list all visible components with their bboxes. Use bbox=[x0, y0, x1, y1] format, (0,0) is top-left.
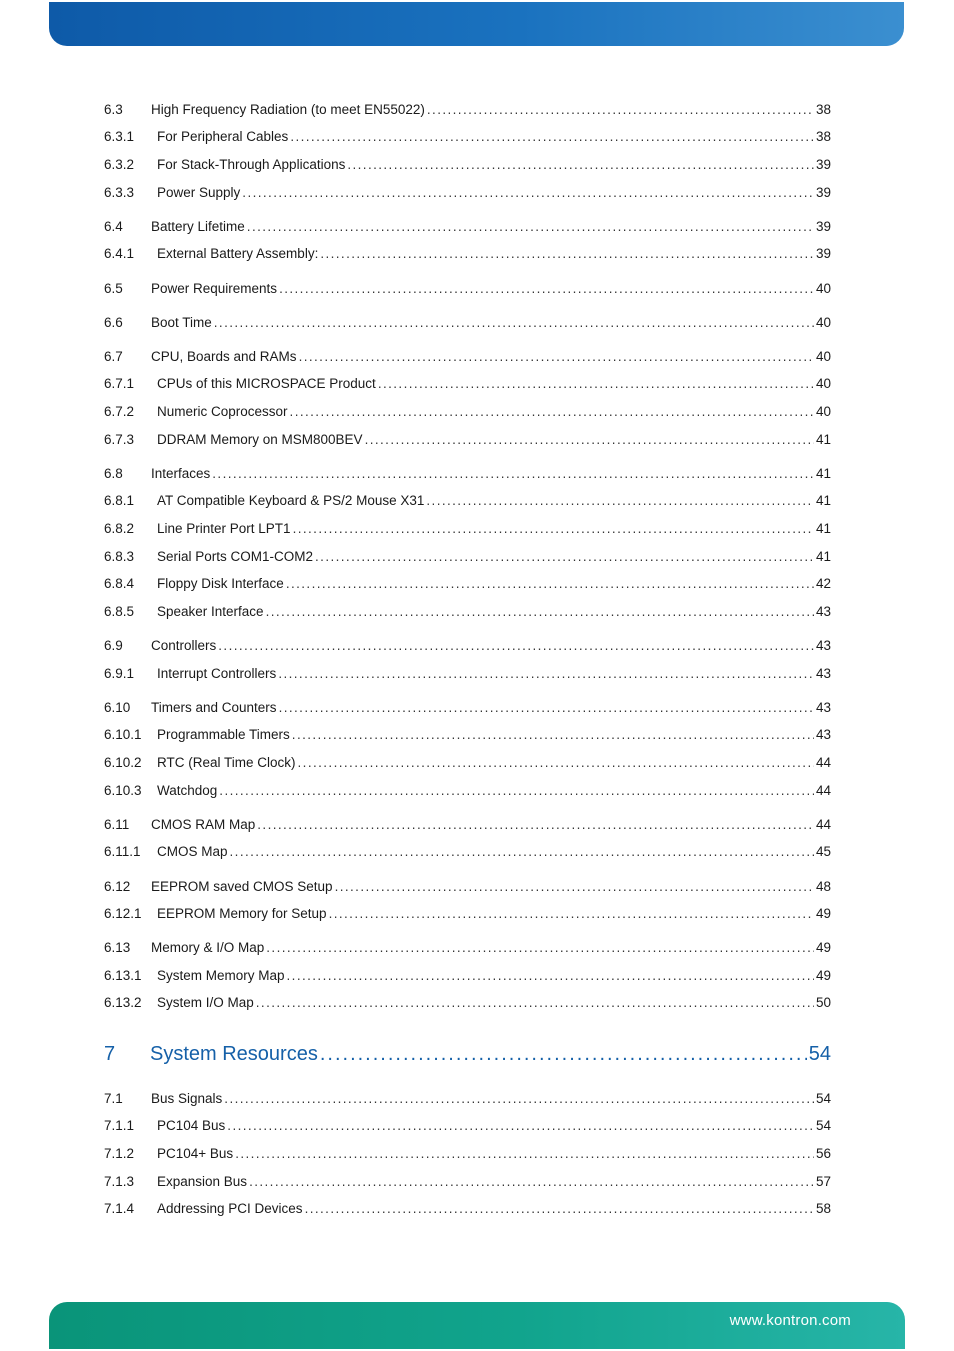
toc-entry-page: 49 bbox=[815, 906, 831, 921]
toc-dot-leader bbox=[427, 101, 814, 119]
toc-entry-page: 41 bbox=[815, 466, 831, 481]
toc-entry-page: 57 bbox=[815, 1174, 831, 1189]
toc-entry[interactable] bbox=[104, 373, 831, 393]
toc-dot-leader bbox=[299, 348, 814, 366]
toc-entry-page: 40 bbox=[815, 281, 831, 296]
toc-dot-leader bbox=[293, 520, 814, 538]
toc-entry-title: Numeric Coprocessor bbox=[157, 404, 288, 419]
toc-entry-page: 48 bbox=[815, 879, 831, 894]
toc-entry-title: Timers and Counters bbox=[151, 700, 277, 715]
toc-dot-leader bbox=[315, 548, 814, 566]
toc-entry-title: Serial Ports COM1-COM2 bbox=[157, 549, 314, 564]
toc-entry[interactable] bbox=[104, 780, 831, 800]
toc-entry-title: Line Printer Port LPT1 bbox=[157, 521, 291, 536]
toc-entry-number: 6.13.2 bbox=[104, 995, 142, 1010]
toc-dot-leader bbox=[224, 1090, 814, 1108]
toc-entry-title: Interfaces bbox=[151, 466, 211, 481]
toc-entry-number: 7.1.2 bbox=[104, 1146, 135, 1161]
toc-entry-title: Floppy Disk Interface bbox=[157, 576, 284, 591]
toc-entry-title: System I/O Map bbox=[157, 995, 254, 1010]
toc-entry-title: External Battery Assembly: bbox=[157, 246, 319, 261]
toc-dot-leader bbox=[219, 782, 814, 800]
toc-entry-page: 43 bbox=[815, 638, 831, 653]
toc-entry-number: 6.3 bbox=[104, 102, 123, 117]
toc-entry-page: 49 bbox=[815, 968, 831, 983]
toc-entry[interactable] bbox=[104, 312, 831, 332]
toc-entry[interactable] bbox=[104, 278, 831, 298]
toc-dot-leader bbox=[290, 403, 814, 421]
toc-entry-title: Power Requirements bbox=[151, 281, 278, 296]
toc-dot-leader bbox=[298, 754, 814, 772]
footer-bar bbox=[49, 1302, 905, 1349]
toc-entry[interactable] bbox=[104, 490, 831, 510]
toc-entry[interactable] bbox=[104, 126, 831, 146]
toc-entry-title: Addressing PCI Devices bbox=[157, 1201, 303, 1216]
toc-entry[interactable] bbox=[104, 1198, 831, 1218]
toc-dot-leader bbox=[365, 431, 814, 449]
toc-entry-title: RTC (Real Time Clock) bbox=[157, 755, 296, 770]
toc-entry[interactable] bbox=[104, 1115, 831, 1135]
toc-entry-title: Power Supply bbox=[157, 185, 241, 200]
toc-entry-title: CPU, Boards and RAMs bbox=[151, 349, 297, 364]
toc-entry[interactable] bbox=[104, 182, 831, 202]
toc-entry-title: PC104 Bus bbox=[157, 1118, 226, 1133]
toc-entry[interactable] bbox=[104, 663, 831, 683]
toc-entry-title: Programmable Timers bbox=[157, 727, 290, 742]
toc-entry-page: 50 bbox=[815, 995, 831, 1010]
toc-entry-page: 40 bbox=[815, 376, 831, 391]
toc-entry[interactable] bbox=[104, 429, 831, 449]
toc-entry-number: 6.13.1 bbox=[104, 968, 142, 983]
toc-dot-leader bbox=[278, 665, 814, 683]
toc-entry-title: Expansion Bus bbox=[157, 1174, 248, 1189]
toc-entry-number: 6.8.3 bbox=[104, 549, 135, 564]
toc-entry-number: 6.8.2 bbox=[104, 521, 135, 536]
toc-entry-number: 6.12.1 bbox=[104, 906, 142, 921]
toc-dot-leader bbox=[230, 843, 814, 861]
toc-entry[interactable] bbox=[104, 937, 831, 957]
toc-entry-number: 6.7.3 bbox=[104, 432, 135, 447]
toc-dot-leader bbox=[266, 603, 814, 621]
toc-dot-leader bbox=[292, 726, 814, 744]
toc-entry[interactable] bbox=[104, 724, 831, 744]
toc-entry-title: CMOS RAM Map bbox=[151, 817, 256, 832]
toc-dot-leader bbox=[227, 1117, 814, 1135]
toc-dot-leader bbox=[279, 699, 814, 717]
toc-entry-number: 6.11 bbox=[104, 817, 130, 832]
toc-entry-number: 6.13 bbox=[104, 940, 131, 955]
toc-entry-number: 7.1 bbox=[104, 1091, 123, 1106]
toc-entry-page: 45 bbox=[815, 844, 831, 859]
toc-entry-page: 43 bbox=[815, 604, 831, 619]
toc-entry-page: 44 bbox=[815, 755, 831, 770]
toc-entry-page: 39 bbox=[815, 157, 831, 172]
toc-entry-number: 7 bbox=[104, 1043, 116, 1065]
toc-entry-number: 6.8.1 bbox=[104, 493, 135, 508]
toc-entry[interactable] bbox=[104, 463, 831, 483]
toc-entry-title: EEPROM saved CMOS Setup bbox=[151, 879, 333, 894]
toc-entry-page: 41 bbox=[815, 493, 831, 508]
toc-dot-leader bbox=[218, 637, 814, 655]
toc-dot-leader bbox=[426, 492, 814, 510]
toc-entry-number: 6.7.1 bbox=[104, 376, 135, 391]
toc-dot-leader bbox=[378, 375, 814, 393]
toc-entry-page: 39 bbox=[815, 185, 831, 200]
toc-entry-number: 6.9 bbox=[104, 638, 123, 653]
toc-entry[interactable] bbox=[104, 216, 831, 236]
toc-entry[interactable] bbox=[104, 601, 831, 621]
toc-entry[interactable] bbox=[104, 573, 831, 593]
toc-entry-title: Speaker Interface bbox=[157, 604, 264, 619]
toc-entry-title: Boot Time bbox=[151, 315, 212, 330]
toc-entry-page: 38 bbox=[815, 129, 831, 144]
toc-entry-page: 42 bbox=[815, 576, 831, 591]
toc-entry-title: System Resources bbox=[150, 1043, 318, 1065]
toc-entry-title: Controllers bbox=[151, 638, 217, 653]
toc-entry-number: 6.8.5 bbox=[104, 604, 135, 619]
toc-entry-number: 6.4 bbox=[104, 219, 123, 234]
toc-entry-page: 44 bbox=[815, 817, 831, 832]
toc-dot-leader bbox=[266, 939, 814, 957]
toc-entry-page: 43 bbox=[815, 700, 831, 715]
toc-entry-title: Interrupt Controllers bbox=[157, 666, 277, 681]
toc-entry-number: 6.3.1 bbox=[104, 129, 135, 144]
toc-entry-title: For Stack-Through Applications bbox=[157, 157, 346, 172]
toc-dot-leader bbox=[247, 218, 814, 236]
toc-entry-number: 6.6 bbox=[104, 315, 123, 330]
toc-entry[interactable] bbox=[104, 752, 831, 772]
toc-entry-title: Memory & I/O Map bbox=[151, 940, 265, 955]
toc-entry[interactable] bbox=[104, 841, 831, 861]
toc-entry-page: 43 bbox=[815, 666, 831, 681]
toc-dot-leader bbox=[320, 1041, 807, 1067]
toc-dot-leader bbox=[305, 1200, 814, 1218]
toc-entry-page: 40 bbox=[815, 349, 831, 364]
toc-entry[interactable] bbox=[104, 518, 831, 538]
toc-entry[interactable] bbox=[104, 697, 831, 717]
toc-entry-number: 6.10 bbox=[104, 700, 131, 715]
toc-entry-number: 6.11.1 bbox=[104, 844, 141, 859]
toc-entry-page: 40 bbox=[815, 404, 831, 419]
toc-dot-leader bbox=[287, 967, 814, 985]
toc-dot-leader bbox=[249, 1173, 814, 1191]
toc-entry-number: 6.3.2 bbox=[104, 157, 135, 172]
toc-entry[interactable] bbox=[104, 99, 831, 119]
toc-entry-number: 7.1.1 bbox=[104, 1118, 135, 1133]
toc-entry-page: 54 bbox=[808, 1043, 831, 1065]
toc-entry[interactable] bbox=[104, 876, 831, 896]
toc-entry-page: 43 bbox=[815, 727, 831, 742]
toc-dot-leader bbox=[329, 905, 814, 923]
toc-entry-page: 41 bbox=[815, 521, 831, 536]
toc-entry-page: 49 bbox=[815, 940, 831, 955]
toc-dot-leader bbox=[257, 816, 814, 834]
toc-entry-page: 41 bbox=[815, 549, 831, 564]
toc-entry-title: PC104+ Bus bbox=[157, 1146, 234, 1161]
toc-entry[interactable] bbox=[104, 346, 831, 366]
toc-entry-title: AT Compatible Keyboard & PS/2 Mouse X31 bbox=[157, 493, 425, 508]
toc-entry[interactable] bbox=[104, 635, 831, 655]
toc-entry-number: 6.8 bbox=[104, 466, 123, 481]
toc-entry-page: 54 bbox=[815, 1118, 831, 1133]
toc-entry[interactable] bbox=[104, 546, 831, 566]
toc-entry[interactable] bbox=[104, 154, 831, 174]
toc-dot-leader bbox=[256, 994, 814, 1012]
toc-entry-title: CPUs of this MICROSPACE Product bbox=[157, 376, 376, 391]
toc-entry-title: Bus Signals bbox=[151, 1091, 223, 1106]
toc-entry-page: 38 bbox=[815, 102, 831, 117]
toc-entry-number: 7.1.4 bbox=[104, 1201, 135, 1216]
toc-entry-page: 44 bbox=[815, 783, 831, 798]
toc-entry-title: CMOS Map bbox=[157, 844, 228, 859]
toc-entry-number: 6.10.3 bbox=[104, 783, 142, 798]
toc-dot-leader bbox=[214, 314, 814, 332]
toc-entry[interactable] bbox=[104, 992, 831, 1012]
toc-entry-number: 6.10.2 bbox=[104, 755, 142, 770]
toc-entry-number: 6.10.1 bbox=[104, 727, 142, 742]
toc-entry-title: Watchdog bbox=[157, 783, 218, 798]
toc-entry-title: System Memory Map bbox=[157, 968, 285, 983]
toc-entry[interactable] bbox=[104, 243, 831, 263]
toc-dot-leader bbox=[279, 280, 814, 298]
toc-dot-leader bbox=[290, 128, 814, 146]
toc-entry-number: 7.1.3 bbox=[104, 1174, 135, 1189]
toc-dot-leader bbox=[320, 245, 814, 263]
toc-entry-title: Battery Lifetime bbox=[151, 219, 245, 234]
toc-entry-title: EEPROM Memory for Setup bbox=[157, 906, 327, 921]
toc-entry-number: 6.12 bbox=[104, 879, 131, 894]
toc-entry-number: 6.4.1 bbox=[104, 246, 135, 261]
toc-entry-title: DDRAM Memory on MSM800BEV bbox=[157, 432, 363, 447]
toc-entry-title: For Peripheral Cables bbox=[157, 129, 289, 144]
toc-entry-page: 40 bbox=[815, 315, 831, 330]
toc-entry-number: 6.5 bbox=[104, 281, 123, 296]
toc-dot-leader bbox=[335, 878, 814, 896]
toc-entry[interactable] bbox=[104, 903, 831, 923]
toc-entry-number: 6.9.1 bbox=[104, 666, 135, 681]
toc-entry-page: 58 bbox=[815, 1201, 831, 1216]
toc-entry[interactable] bbox=[104, 814, 831, 834]
toc-entry[interactable] bbox=[104, 401, 831, 421]
toc-entry-page: 56 bbox=[815, 1146, 831, 1161]
toc-entry-number: 6.7 bbox=[104, 349, 123, 364]
toc-entry-number: 6.8.4 bbox=[104, 576, 135, 591]
toc-entry[interactable] bbox=[104, 1088, 831, 1108]
toc-entry-page: 54 bbox=[815, 1091, 831, 1106]
toc-entry-number: 6.7.2 bbox=[104, 404, 135, 419]
toc-entry-title: High Frequency Radiation (to meet EN55022) bbox=[151, 102, 425, 117]
toc-dot-leader bbox=[212, 465, 814, 483]
toc-entry[interactable] bbox=[104, 965, 831, 985]
toc-entry[interactable] bbox=[104, 1143, 831, 1163]
toc-entry[interactable] bbox=[104, 1171, 831, 1191]
toc-dot-leader bbox=[347, 156, 814, 174]
toc-entry-number: 6.3.3 bbox=[104, 185, 135, 200]
footer-url-link[interactable]: www.kontron.com bbox=[729, 1312, 851, 1329]
toc-entry-page: 39 bbox=[815, 219, 831, 234]
toc-entry-page: 39 bbox=[815, 246, 831, 261]
toc-entry-page: 41 bbox=[815, 432, 831, 447]
toc-dot-leader bbox=[235, 1145, 814, 1163]
toc-dot-leader bbox=[242, 184, 814, 202]
toc-chapter-entry[interactable] bbox=[104, 1039, 831, 1067]
toc-dot-leader bbox=[286, 575, 814, 593]
